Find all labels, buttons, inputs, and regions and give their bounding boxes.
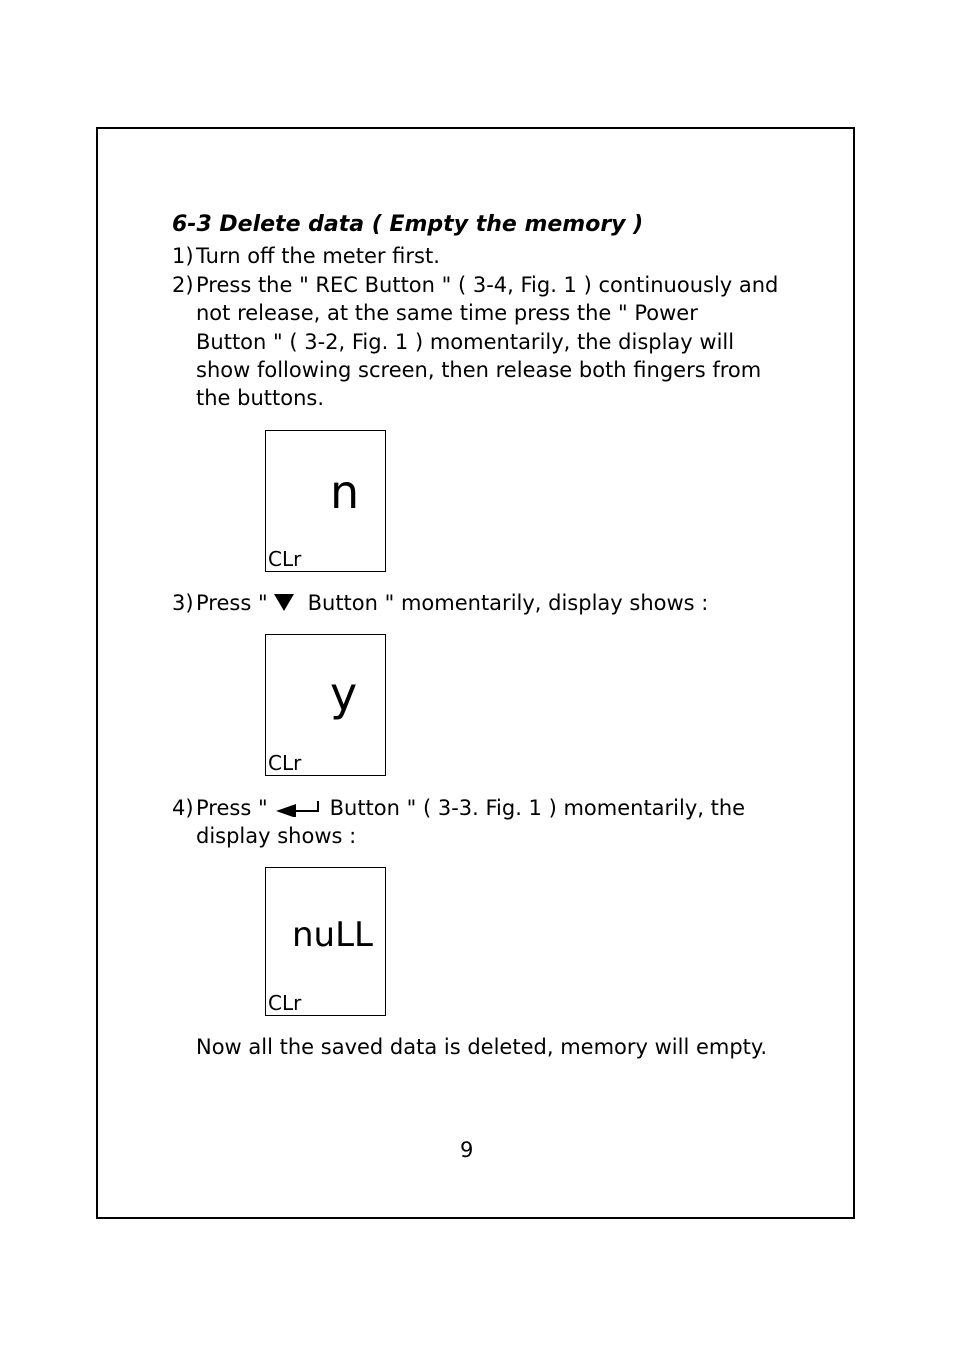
step-2-line-3: Button " ( 3-2, Fig. 1 ) momentarily, the display will: [196, 330, 735, 354]
step-2-line-1: Press the " REC Button " ( 3-4, Fig. 1 ) continuously and: [196, 273, 779, 297]
down-triangle-icon: [274, 594, 294, 611]
lcd-display-2-sub: CLr: [268, 751, 302, 775]
lcd-display-1-sub: CLr: [268, 547, 302, 571]
step-1-number: 1): [172, 244, 194, 268]
conclusion-text: Now all the saved data is deleted, memory will empty.: [196, 1035, 768, 1059]
step-3-number: 3): [172, 591, 194, 615]
lcd-display-1-main: n: [330, 465, 360, 519]
step-1-line-1: Turn off the meter first.: [196, 244, 440, 268]
step-4-line-2: display shows :: [196, 824, 357, 848]
step-4-prefix: Press ": [196, 796, 268, 820]
lcd-display-2-main: y: [330, 667, 358, 721]
step-3-line-1: [196, 589, 708, 617]
lcd-display-3-main: nuLL: [292, 915, 373, 955]
lcd-display-1: [265, 430, 386, 572]
step-4-number: 4): [172, 796, 194, 820]
step-3-suffix: Button " momentarily, display shows :: [307, 591, 709, 615]
step-2-line-4: show following screen, then release both fingers from: [196, 358, 762, 382]
step-2-line-2: not release, at the same time press the " Power: [196, 301, 698, 325]
lcd-display-3-sub: CLr: [268, 991, 302, 1015]
step-4-line-1: [196, 794, 745, 822]
step-2-line-5: the buttons.: [196, 386, 325, 410]
page-number: 9: [460, 1138, 474, 1162]
section-heading: 6-3 Delete data ( Empty the memory ): [172, 212, 644, 237]
lcd-display-3: [265, 867, 386, 1016]
lcd-display-2: [265, 634, 386, 776]
enter-arrow-icon: [276, 796, 320, 814]
step-3-prefix: Press ": [196, 591, 268, 615]
step-4-suffix: Button " ( 3-3. Fig. 1 ) momentarily, the: [329, 796, 746, 820]
step-2-number: 2): [172, 273, 194, 297]
